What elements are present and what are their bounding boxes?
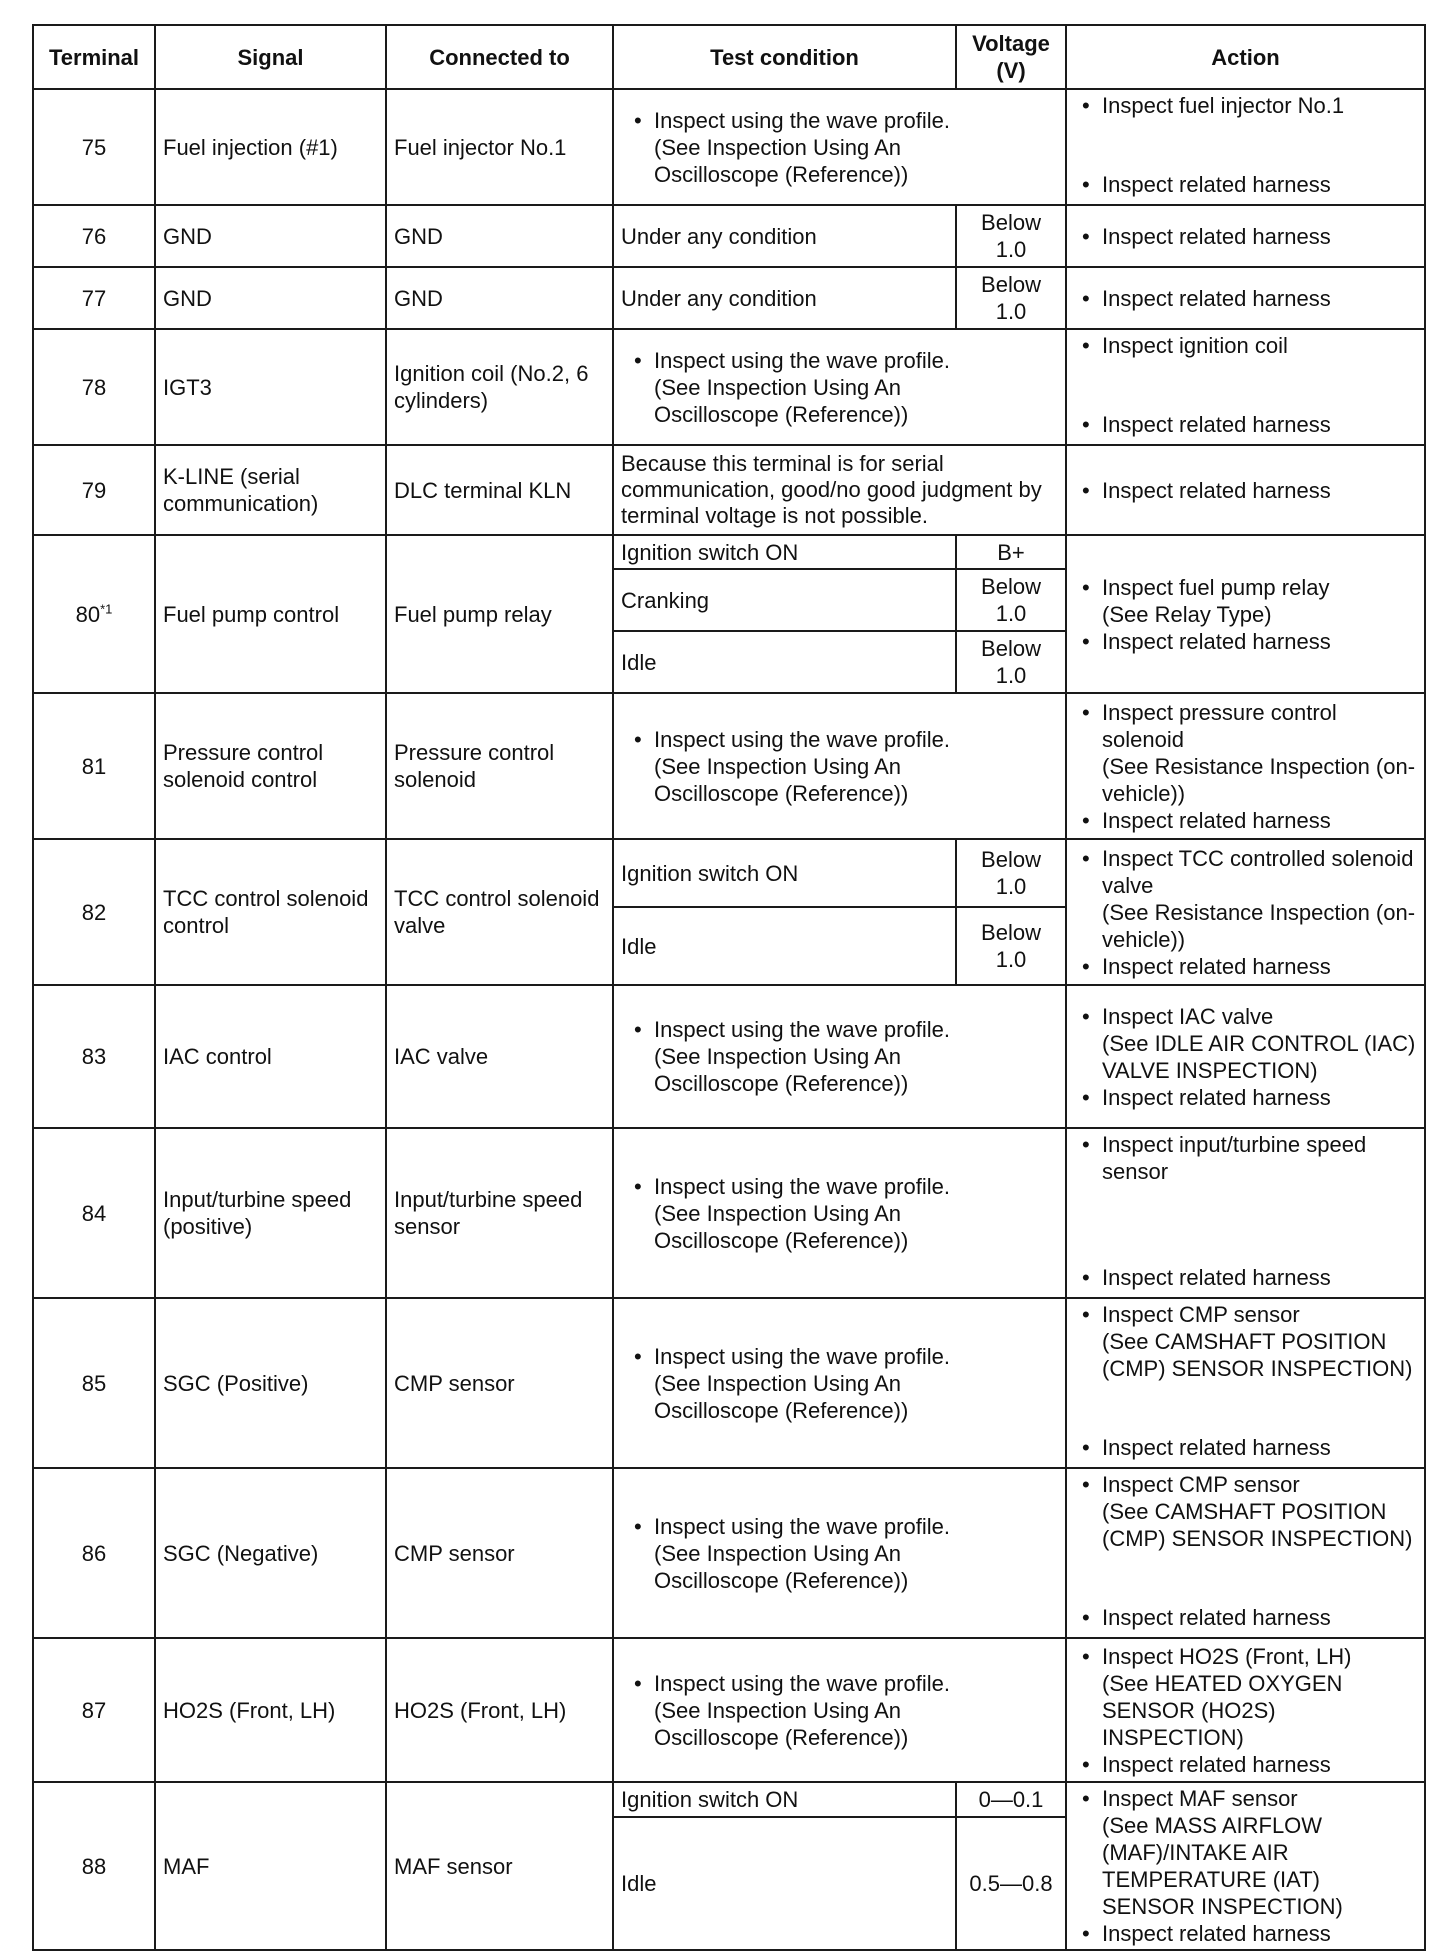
voltage-cell: Below 1.0: [956, 569, 1066, 631]
col-header-test-condition: Test condition: [613, 25, 956, 89]
terminal-cell: 76: [33, 205, 155, 267]
wave-profile-note: • Inspect using the wave profile. (See Inspection Using An Oscilloscope (Reference)): [626, 1513, 1058, 1594]
test-condition-cell: Ignition switch ON: [613, 1782, 956, 1817]
connected-cell: Fuel injector No.1: [386, 89, 613, 205]
terminal-voltage-table: [32, 24, 1426, 1951]
signal-cell: GND: [155, 267, 386, 329]
action-cell: [1066, 205, 1425, 267]
voltage-cell: 0—0.1: [956, 1782, 1066, 1817]
action-cell: [1066, 535, 1425, 693]
action-cell: [1066, 329, 1425, 445]
voltage-cell: B+: [956, 535, 1066, 569]
table-row: [33, 1782, 1425, 1817]
terminal-cell: 77: [33, 267, 155, 329]
signal-cell: TCC control solenoid control: [155, 839, 386, 985]
action-item: • Inspect IAC valve (See IDLE AIR CONTROL (IAC) VALVE INSPECTION): [1074, 1003, 1417, 1084]
connected-cell: TCC control solenoid valve: [386, 839, 613, 985]
signal-cell: Input/turbine speed (positive): [155, 1128, 386, 1298]
connected-cell: MAF sensor: [386, 1782, 613, 1950]
action-item: • Inspect related harness: [1074, 1084, 1417, 1111]
connected-cell: CMP sensor: [386, 1298, 613, 1468]
signal-cell: GND: [155, 205, 386, 267]
connected-cell: CMP sensor: [386, 1468, 613, 1638]
terminal-cell: 85: [33, 1298, 155, 1468]
action-cell: [1066, 839, 1425, 985]
col-header-voltage: Voltage (V): [956, 25, 1066, 89]
action-cell: [1066, 89, 1425, 205]
action-cell: [1066, 1128, 1425, 1298]
action-cell: [1066, 985, 1425, 1128]
table-row: [33, 1638, 1425, 1782]
action-item: • Inspect CMP sensor (See CAMSHAFT POSITION (CMP) SENSOR INSPECTION): [1074, 1301, 1417, 1382]
action-item: • Inspect ignition coil: [1074, 332, 1417, 359]
table-row: [33, 205, 1425, 267]
voltage-cell: Below 1.0: [956, 907, 1066, 985]
table-row: [33, 329, 1425, 445]
test-condition-cell: Because this terminal is for serial communication, good/no good judgment by terminal voltage is not possible.: [613, 445, 1066, 535]
test-condition-cell: [613, 693, 1066, 839]
action-item: • Inspect related harness: [1074, 1920, 1417, 1947]
test-condition-cell: [613, 1298, 1066, 1468]
col-header-signal: Signal: [155, 25, 386, 89]
test-condition-cell: Ignition switch ON: [613, 535, 956, 569]
signal-cell: MAF: [155, 1782, 386, 1950]
col-header-connected-to: Connected to: [386, 25, 613, 89]
table-row: [33, 89, 1425, 205]
terminal-cell: 87: [33, 1638, 155, 1782]
terminal-cell: 82: [33, 839, 155, 985]
terminal-cell: 78: [33, 329, 155, 445]
voltage-cell: 0.5—0.8: [956, 1817, 1066, 1950]
wave-profile-note: • Inspect using the wave profile. (See Inspection Using An Oscilloscope (Reference)): [626, 726, 1058, 807]
connected-cell: Pressure control solenoid: [386, 693, 613, 839]
signal-cell: IGT3: [155, 329, 386, 445]
wave-profile-note: • Inspect using the wave profile. (See Inspection Using An Oscilloscope (Reference)): [626, 1343, 1058, 1424]
action-item: • Inspect related harness: [1074, 285, 1417, 312]
test-condition-cell: Idle: [613, 907, 956, 985]
test-condition-cell: Under any condition: [613, 205, 956, 267]
table-row: [33, 693, 1425, 839]
wave-profile-note: • Inspect using the wave profile. (See Inspection Using An Oscilloscope (Reference)): [626, 1173, 1058, 1254]
table-row: [33, 985, 1425, 1128]
header-row: [33, 25, 1425, 89]
action-cell: [1066, 1638, 1425, 1782]
action-item: • Inspect related harness: [1074, 477, 1417, 504]
action-cell: [1066, 1298, 1425, 1468]
col-header-terminal: Terminal: [33, 25, 155, 89]
table-row: [33, 535, 1425, 569]
signal-cell: K-LINE (serial communication): [155, 445, 386, 535]
footnote-mark: *1: [100, 601, 113, 617]
action-item: • Inspect related harness: [1074, 953, 1417, 980]
test-condition-cell: Idle: [613, 631, 956, 693]
action-item: • Inspect pressure control solenoid (See Resistance Inspection (on-vehicle)): [1074, 699, 1417, 807]
action-item: • Inspect CMP sensor (See CAMSHAFT POSITION (CMP) SENSOR INSPECTION): [1074, 1471, 1417, 1552]
terminal-cell: 84: [33, 1128, 155, 1298]
terminal-cell: 75: [33, 89, 155, 205]
action-cell: [1066, 693, 1425, 839]
table-row: [33, 839, 1425, 907]
terminal-cell: 83: [33, 985, 155, 1128]
action-item: • Inspect HO2S (Front, LH) (See HEATED OXYGEN SENSOR (HO2S) INSPECTION): [1074, 1643, 1417, 1751]
terminal-cell: 86: [33, 1468, 155, 1638]
connected-cell: IAC valve: [386, 985, 613, 1128]
action-cell: [1066, 445, 1425, 535]
col-header-action: Action: [1066, 25, 1425, 89]
table-row: [33, 1298, 1425, 1468]
wave-profile-note: • Inspect using the wave profile. (See Inspection Using An Oscilloscope (Reference)): [626, 1016, 1058, 1097]
connected-cell: DLC terminal KLN: [386, 445, 613, 535]
action-item: • Inspect related harness: [1074, 1264, 1417, 1291]
signal-cell: SGC (Positive): [155, 1298, 386, 1468]
voltage-cell: Below 1.0: [956, 839, 1066, 907]
terminal-cell: 88: [33, 1782, 155, 1950]
test-condition-cell: Ignition switch ON: [613, 839, 956, 907]
action-item: • Inspect input/turbine speed sensor: [1074, 1131, 1417, 1185]
voltage-cell: Below 1.0: [956, 205, 1066, 267]
connected-cell: GND: [386, 205, 613, 267]
signal-cell: Fuel pump control: [155, 535, 386, 693]
test-condition-cell: [613, 329, 1066, 445]
action-item: • Inspect related harness: [1074, 411, 1417, 438]
action-item: • Inspect related harness: [1074, 171, 1417, 198]
wave-profile-note: • Inspect using the wave profile. (See Inspection Using An Oscilloscope (Reference)): [626, 107, 1058, 188]
test-condition-cell: Under any condition: [613, 267, 956, 329]
table-row: [33, 1468, 1425, 1638]
terminal-cell: 81: [33, 693, 155, 839]
connected-cell: GND: [386, 267, 613, 329]
signal-cell: HO2S (Front, LH): [155, 1638, 386, 1782]
action-item: • Inspect related harness: [1074, 807, 1417, 834]
voltage-cell: Below 1.0: [956, 267, 1066, 329]
action-item: • Inspect fuel injector No.1: [1074, 92, 1417, 119]
table-row: [33, 445, 1425, 535]
action-item: • Inspect related harness: [1074, 1751, 1417, 1778]
signal-cell: IAC control: [155, 985, 386, 1128]
test-condition-cell: [613, 89, 1066, 205]
table-row: [33, 1128, 1425, 1298]
action-cell: [1066, 1468, 1425, 1638]
voltage-cell: Below 1.0: [956, 631, 1066, 693]
action-item: • Inspect MAF sensor (See MASS AIRFLOW (MAF)/INTAKE AIR TEMPERATURE (IAT) SENSOR INSPECTION): [1074, 1785, 1417, 1920]
wave-profile-note: • Inspect using the wave profile. (See Inspection Using An Oscilloscope (Reference)): [626, 347, 1058, 428]
terminal-voltage-page: [32, 24, 1424, 1951]
wave-profile-note: • Inspect using the wave profile. (See Inspection Using An Oscilloscope (Reference)): [626, 1670, 1058, 1751]
connected-cell: Input/turbine speed sensor: [386, 1128, 613, 1298]
connected-cell: Ignition coil (No.2, 6 cylinders): [386, 329, 613, 445]
table-row: [33, 267, 1425, 329]
action-item: • Inspect related harness: [1074, 628, 1417, 655]
test-condition-cell: [613, 1638, 1066, 1782]
connected-cell: Fuel pump relay: [386, 535, 613, 693]
test-condition-cell: [613, 1128, 1066, 1298]
connected-cell: HO2S (Front, LH): [386, 1638, 613, 1782]
action-item: • Inspect related harness: [1074, 223, 1417, 250]
action-item: • Inspect TCC controlled solenoid valve (See Resistance Inspection (on-vehicle)): [1074, 845, 1417, 953]
action-item: • Inspect related harness: [1074, 1604, 1417, 1631]
action-item: • Inspect related harness: [1074, 1434, 1417, 1461]
test-condition-cell: [613, 985, 1066, 1128]
action-item: • Inspect fuel pump relay (See Relay Type): [1074, 574, 1417, 628]
terminal-cell: 79: [33, 445, 155, 535]
signal-cell: Fuel injection (#1): [155, 89, 386, 205]
test-condition-cell: Cranking: [613, 569, 956, 631]
action-cell: [1066, 267, 1425, 329]
test-condition-cell: Idle: [613, 1817, 956, 1950]
terminal-cell: 80$^{*1}$: [33, 535, 155, 693]
signal-cell: Pressure control solenoid control: [155, 693, 386, 839]
test-condition-cell: [613, 1468, 1066, 1638]
signal-cell: SGC (Negative): [155, 1468, 386, 1638]
action-cell: [1066, 1782, 1425, 1950]
